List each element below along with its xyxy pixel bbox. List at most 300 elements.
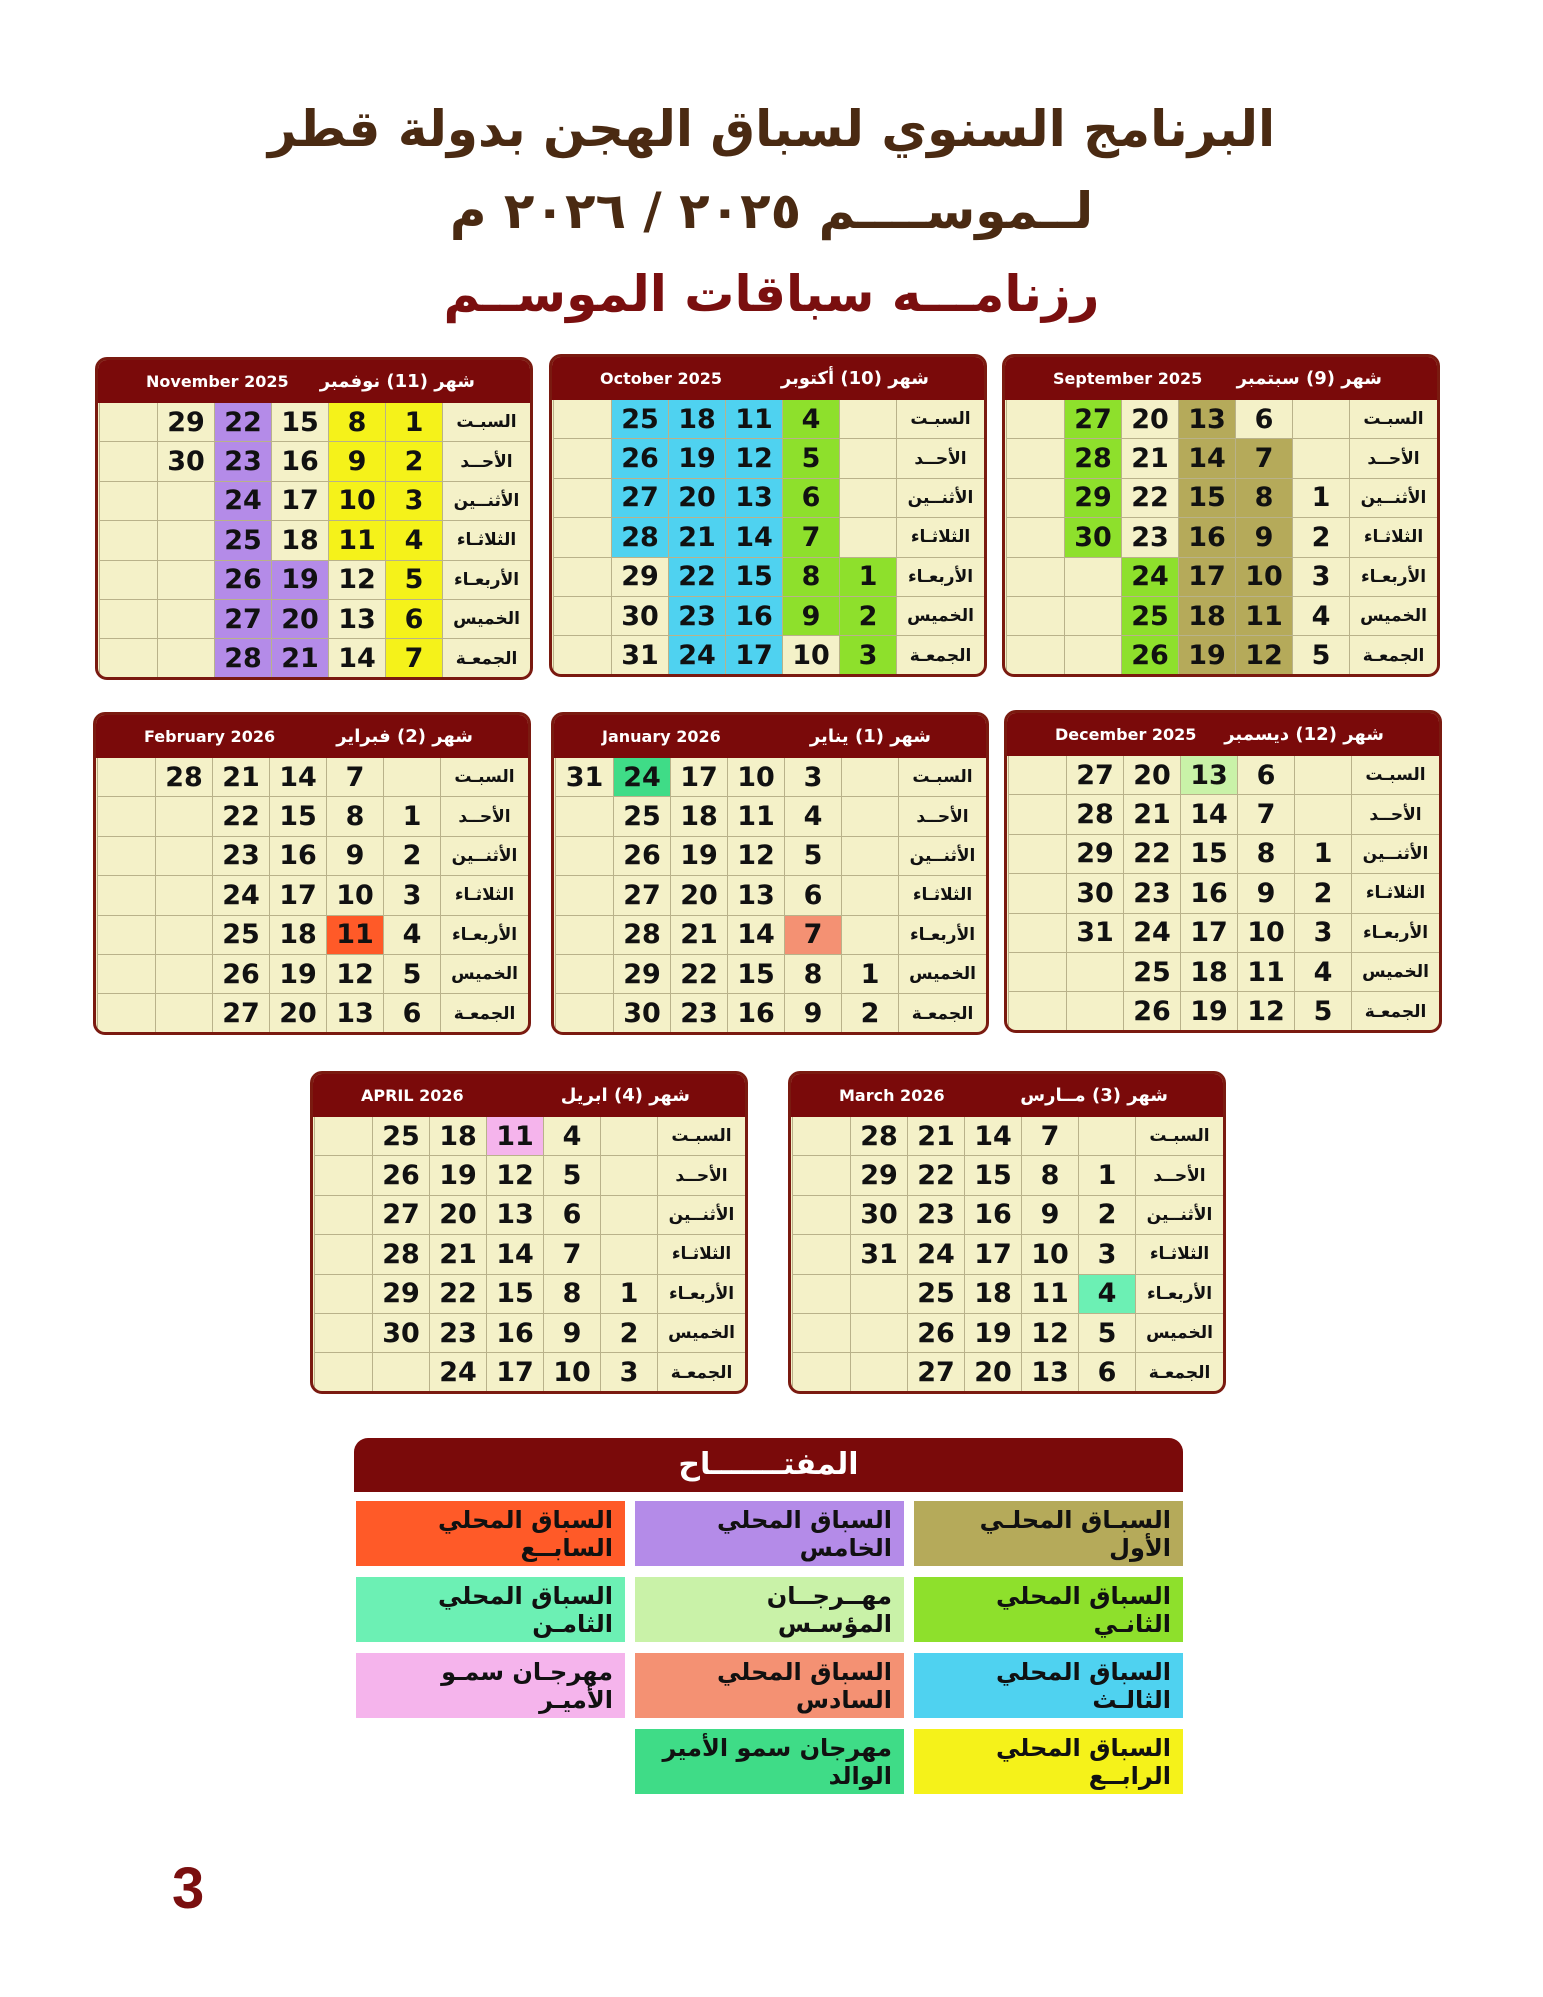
date-cell: 23 <box>907 1196 964 1235</box>
date-cell <box>314 1156 372 1195</box>
date-cell: 12 <box>1235 636 1292 675</box>
month-name-english: December 2025 <box>1055 725 1197 744</box>
date-cell: 23 <box>1121 518 1178 557</box>
date-cell <box>600 1235 657 1274</box>
date-cell <box>155 797 212 836</box>
date-cell: 12 <box>486 1156 543 1195</box>
date-cell: 11 <box>1235 597 1292 636</box>
legend-item: السباق المحلي السادس <box>635 1653 904 1718</box>
date-cell: 21 <box>907 1117 964 1156</box>
date-cell <box>600 1156 657 1195</box>
date-cell: 17 <box>725 636 782 675</box>
legend-item: السباق المحلي الثامـن <box>356 1577 625 1642</box>
date-cell: 15 <box>486 1275 543 1314</box>
date-cell <box>839 400 896 439</box>
date-cell: 16 <box>725 597 782 636</box>
date-cell: 16 <box>271 442 328 481</box>
date-cell: 15 <box>271 403 328 442</box>
date-cell: 9 <box>326 837 383 876</box>
date-cell: 13 <box>727 876 784 915</box>
date-cell: 11 <box>328 521 385 560</box>
month-name-english: September 2025 <box>1053 369 1203 388</box>
date-cell <box>97 955 155 994</box>
date-cell: 28 <box>1064 439 1121 478</box>
date-cell: 6 <box>782 479 839 518</box>
date-cell <box>155 916 212 955</box>
date-cell <box>157 561 214 600</box>
calendar-grid <box>313 1117 745 1393</box>
date-cell: 8 <box>784 955 841 994</box>
date-cell: 2 <box>1294 874 1351 913</box>
date-cell: 23 <box>214 442 271 481</box>
date-cell <box>792 1314 850 1353</box>
date-cell: 15 <box>1180 835 1237 874</box>
date-cell: 10 <box>1021 1235 1078 1274</box>
date-cell: 15 <box>727 955 784 994</box>
date-cell: 3 <box>383 876 440 915</box>
date-cell: 10 <box>1235 558 1292 597</box>
date-cell: 8 <box>782 558 839 597</box>
month-name-english: October 2025 <box>600 369 723 388</box>
date-cell <box>553 636 611 675</box>
legend-grid <box>354 1501 1183 1794</box>
date-cell <box>841 797 898 836</box>
date-cell <box>314 1275 372 1314</box>
date-cell: 18 <box>429 1117 486 1156</box>
date-cell: 4 <box>1292 597 1349 636</box>
weekday-label: الأثنــين <box>1135 1196 1223 1235</box>
weekday-label: الثلاثـاء <box>1135 1235 1223 1274</box>
date-cell: 7 <box>784 916 841 955</box>
date-cell: 21 <box>212 758 269 797</box>
weekday-label: الأثنــين <box>440 837 528 876</box>
weekday-label: الأحــد <box>898 797 986 836</box>
date-cell: 1 <box>600 1275 657 1314</box>
date-cell: 23 <box>668 597 725 636</box>
weekday-label: الجمعـة <box>1135 1353 1223 1392</box>
date-cell <box>792 1117 850 1156</box>
date-cell <box>1064 636 1121 675</box>
weekday-label: السبـت <box>657 1117 745 1156</box>
date-cell: 12 <box>727 837 784 876</box>
date-cell: 26 <box>613 837 670 876</box>
date-cell: 26 <box>1121 636 1178 675</box>
date-cell <box>1006 636 1064 675</box>
date-cell: 29 <box>157 403 214 442</box>
legend-item: السبـاق المحلـي الأول <box>914 1501 1183 1566</box>
legend-item: مهرجان سمو الأمير الوالد <box>635 1729 904 1794</box>
date-cell: 1 <box>383 797 440 836</box>
date-cell <box>99 482 157 521</box>
date-cell: 28 <box>611 518 668 557</box>
weekday-label: الجمعـة <box>1349 636 1437 675</box>
date-cell <box>314 1196 372 1235</box>
date-cell: 6 <box>543 1196 600 1235</box>
date-cell <box>155 837 212 876</box>
date-cell: 29 <box>850 1156 907 1195</box>
calendar-february-2026 <box>93 712 531 1035</box>
date-cell: 19 <box>668 439 725 478</box>
date-cell: 7 <box>1235 439 1292 478</box>
weekday-label: الأحــد <box>657 1156 745 1195</box>
date-cell: 14 <box>269 758 326 797</box>
date-cell: 22 <box>429 1275 486 1314</box>
date-cell: 22 <box>907 1156 964 1195</box>
date-cell: 28 <box>613 916 670 955</box>
date-cell: 6 <box>1237 756 1294 795</box>
date-cell: 8 <box>1235 479 1292 518</box>
date-cell: 18 <box>271 521 328 560</box>
weekday-label: الأثنــين <box>1351 835 1439 874</box>
date-cell: 14 <box>1180 795 1237 834</box>
calendar-january-2026 <box>551 712 989 1035</box>
date-cell: 3 <box>1078 1235 1135 1274</box>
date-cell: 30 <box>611 597 668 636</box>
weekday-label: الجمعـة <box>898 994 986 1033</box>
date-cell: 30 <box>372 1314 429 1353</box>
weekday-label: الثلاثـاء <box>1351 874 1439 913</box>
date-cell: 10 <box>1237 914 1294 953</box>
date-cell: 20 <box>271 600 328 639</box>
calendar-september-2025 <box>1002 354 1440 677</box>
date-cell: 5 <box>1078 1314 1135 1353</box>
date-cell <box>1064 558 1121 597</box>
date-cell <box>314 1235 372 1274</box>
date-cell: 8 <box>326 797 383 836</box>
month-name-arabic: شهر (9) سبتمبر <box>1236 368 1382 389</box>
date-cell <box>1008 953 1066 992</box>
weekday-label: الخميس <box>1351 953 1439 992</box>
date-cell: 13 <box>1178 400 1235 439</box>
month-name-english: APRIL 2026 <box>361 1086 464 1105</box>
date-cell: 29 <box>611 558 668 597</box>
date-cell <box>553 439 611 478</box>
date-cell: 20 <box>429 1196 486 1235</box>
legend-item: السباق المحلي السابــع <box>356 1501 625 1566</box>
date-cell: 30 <box>1066 874 1123 913</box>
date-cell: 29 <box>1064 479 1121 518</box>
date-cell <box>97 916 155 955</box>
date-cell: 20 <box>1121 400 1178 439</box>
date-cell: 13 <box>328 600 385 639</box>
date-cell <box>157 639 214 678</box>
date-cell: 6 <box>1235 400 1292 439</box>
date-cell: 10 <box>727 758 784 797</box>
date-cell <box>792 1196 850 1235</box>
weekday-label: الأربعـاء <box>657 1275 745 1314</box>
weekday-label: الجمعـة <box>442 639 530 678</box>
date-cell: 28 <box>214 639 271 678</box>
weekday-label: الجمعـة <box>440 994 528 1033</box>
date-cell: 4 <box>543 1117 600 1156</box>
date-cell: 8 <box>328 403 385 442</box>
date-cell: 28 <box>850 1117 907 1156</box>
date-cell: 31 <box>850 1235 907 1274</box>
date-cell: 22 <box>212 797 269 836</box>
weekday-label: السبـت <box>1351 756 1439 795</box>
date-cell <box>99 403 157 442</box>
date-cell: 10 <box>782 636 839 675</box>
weekday-label: الأثنــين <box>1349 479 1437 518</box>
date-cell: 13 <box>326 994 383 1033</box>
legend-item: مهرجـان سمـو الأميـر <box>356 1653 625 1718</box>
date-cell: 27 <box>1066 756 1123 795</box>
date-cell: 24 <box>1121 558 1178 597</box>
weekday-label: الثلاثـاء <box>442 521 530 560</box>
date-cell: 24 <box>1123 914 1180 953</box>
date-cell: 22 <box>668 558 725 597</box>
weekday-label: الأثنــين <box>657 1196 745 1235</box>
date-cell <box>1294 795 1351 834</box>
date-cell: 24 <box>212 876 269 915</box>
date-cell <box>555 994 613 1033</box>
date-cell: 1 <box>1078 1156 1135 1195</box>
date-cell: 30 <box>613 994 670 1033</box>
date-cell: 26 <box>1123 992 1180 1031</box>
date-cell <box>792 1275 850 1314</box>
month-name-arabic: شهر (12) ديسمبر <box>1224 724 1384 745</box>
date-cell <box>841 758 898 797</box>
weekday-label: الخميس <box>657 1314 745 1353</box>
date-cell: 20 <box>269 994 326 1033</box>
date-cell: 14 <box>328 639 385 678</box>
date-cell <box>841 916 898 955</box>
date-cell: 28 <box>1066 795 1123 834</box>
date-cell: 27 <box>214 600 271 639</box>
weekday-label: الثلاثـاء <box>896 518 984 557</box>
date-cell: 10 <box>326 876 383 915</box>
date-cell <box>850 1353 907 1392</box>
date-cell: 11 <box>725 400 782 439</box>
weekday-label: الخميس <box>1349 597 1437 636</box>
date-cell: 16 <box>486 1314 543 1353</box>
date-cell: 23 <box>670 994 727 1033</box>
date-cell <box>555 797 613 836</box>
date-cell: 4 <box>784 797 841 836</box>
date-cell: 22 <box>214 403 271 442</box>
date-cell: 19 <box>269 955 326 994</box>
date-cell: 21 <box>668 518 725 557</box>
weekday-label: الجمعـة <box>657 1353 745 1392</box>
date-cell: 20 <box>670 876 727 915</box>
weekday-label: السبـت <box>440 758 528 797</box>
date-cell: 18 <box>269 916 326 955</box>
date-cell: 13 <box>725 479 782 518</box>
weekday-label: السبـت <box>1349 400 1437 439</box>
weekday-label: الأحــد <box>896 439 984 478</box>
date-cell: 3 <box>784 758 841 797</box>
date-cell <box>600 1117 657 1156</box>
weekday-label: الأربعـاء <box>896 558 984 597</box>
date-cell: 29 <box>613 955 670 994</box>
date-cell: 5 <box>1292 636 1349 675</box>
date-cell: 26 <box>907 1314 964 1353</box>
date-cell <box>1008 914 1066 953</box>
date-cell: 3 <box>839 636 896 675</box>
date-cell: 25 <box>907 1275 964 1314</box>
weekday-label: السبـت <box>898 758 986 797</box>
date-cell <box>155 955 212 994</box>
calendar-heading: رزنامـــه سباقات الموســم <box>443 265 1100 323</box>
date-cell: 20 <box>964 1353 1021 1392</box>
date-cell: 19 <box>670 837 727 876</box>
date-cell: 4 <box>1294 953 1351 992</box>
legend-item: السباق المحلي الخامس <box>635 1501 904 1566</box>
date-cell: 18 <box>668 400 725 439</box>
date-cell: 12 <box>1237 992 1294 1031</box>
date-cell: 16 <box>964 1196 1021 1235</box>
date-cell: 27 <box>372 1196 429 1235</box>
season-subtitle: لــموســــم ٢٠٢٥ / ٢٠٢٦ م <box>449 182 1094 240</box>
calendar-april-2026 <box>310 1071 748 1394</box>
date-cell: 23 <box>1123 874 1180 913</box>
date-cell: 24 <box>214 482 271 521</box>
date-cell: 14 <box>964 1117 1021 1156</box>
date-cell: 17 <box>670 758 727 797</box>
date-cell: 19 <box>271 561 328 600</box>
date-cell <box>792 1235 850 1274</box>
date-cell: 17 <box>269 876 326 915</box>
date-cell <box>97 758 155 797</box>
weekday-label: الأربعـاء <box>1349 558 1437 597</box>
date-cell: 25 <box>214 521 271 560</box>
page-number: 3 <box>172 1856 205 1921</box>
date-cell <box>1066 992 1123 1031</box>
date-cell: 2 <box>1078 1196 1135 1235</box>
date-cell: 2 <box>385 442 442 481</box>
date-cell: 1 <box>841 955 898 994</box>
weekday-label: الثلاثـاء <box>440 876 528 915</box>
date-cell <box>1078 1117 1135 1156</box>
date-cell: 21 <box>1123 795 1180 834</box>
date-cell: 5 <box>385 561 442 600</box>
weekday-label: الأثنــين <box>898 837 986 876</box>
weekday-label: الخميس <box>442 600 530 639</box>
date-cell: 6 <box>1078 1353 1135 1392</box>
calendar-header <box>313 1074 745 1117</box>
date-cell: 16 <box>727 994 784 1033</box>
date-cell: 4 <box>782 400 839 439</box>
date-cell: 27 <box>1064 400 1121 439</box>
date-cell: 31 <box>1066 914 1123 953</box>
date-cell <box>555 916 613 955</box>
date-cell: 7 <box>1021 1117 1078 1156</box>
date-cell: 27 <box>611 479 668 518</box>
date-cell: 16 <box>269 837 326 876</box>
date-cell: 13 <box>486 1196 543 1235</box>
weekday-label: الأربعـاء <box>1351 914 1439 953</box>
date-cell: 25 <box>613 797 670 836</box>
date-cell: 9 <box>543 1314 600 1353</box>
date-cell: 7 <box>543 1235 600 1274</box>
weekday-label: الأثنــين <box>442 482 530 521</box>
date-cell: 2 <box>841 994 898 1033</box>
date-cell: 26 <box>212 955 269 994</box>
date-cell: 5 <box>784 837 841 876</box>
weekday-label: الأربعـاء <box>440 916 528 955</box>
date-cell: 30 <box>1064 518 1121 557</box>
month-name-arabic: شهر (1) يناير <box>809 726 931 747</box>
calendar-header <box>554 715 986 758</box>
date-cell: 24 <box>668 636 725 675</box>
date-cell: 10 <box>543 1353 600 1392</box>
date-cell: 3 <box>385 482 442 521</box>
date-cell: 19 <box>1180 992 1237 1031</box>
month-name-english: January 2026 <box>602 727 721 746</box>
date-cell: 29 <box>372 1275 429 1314</box>
date-cell <box>99 442 157 481</box>
date-cell <box>850 1314 907 1353</box>
date-cell: 6 <box>385 600 442 639</box>
date-cell: 17 <box>1180 914 1237 953</box>
date-cell: 27 <box>907 1353 964 1392</box>
weekday-label: الأحــد <box>1351 795 1439 834</box>
date-cell: 22 <box>1123 835 1180 874</box>
calendar-march-2026 <box>788 1071 1226 1394</box>
month-name-arabic: شهر (3) مــارس <box>1020 1085 1168 1106</box>
date-cell: 23 <box>429 1314 486 1353</box>
date-cell: 7 <box>385 639 442 678</box>
date-cell: 21 <box>271 639 328 678</box>
date-cell <box>97 797 155 836</box>
date-cell: 11 <box>727 797 784 836</box>
month-name-arabic: شهر (2) فبراير <box>336 726 473 747</box>
date-cell: 5 <box>543 1156 600 1195</box>
date-cell <box>553 518 611 557</box>
weekday-label: الخميس <box>1135 1314 1223 1353</box>
date-cell: 3 <box>1294 914 1351 953</box>
date-cell <box>841 837 898 876</box>
date-cell: 21 <box>429 1235 486 1274</box>
date-cell: 1 <box>839 558 896 597</box>
weekday-label: السبـت <box>1135 1117 1223 1156</box>
date-cell: 15 <box>725 558 782 597</box>
date-cell <box>792 1156 850 1195</box>
date-cell <box>99 639 157 678</box>
date-cell <box>383 758 440 797</box>
date-cell <box>1292 400 1349 439</box>
calendar-header <box>98 360 530 403</box>
date-cell <box>99 521 157 560</box>
date-cell: 15 <box>964 1156 1021 1195</box>
legend-item: السباق المحلي الثانـي <box>914 1577 1183 1642</box>
date-cell: 26 <box>372 1156 429 1195</box>
date-cell <box>1292 439 1349 478</box>
calendar-grid <box>96 758 528 1034</box>
date-cell: 14 <box>1178 439 1235 478</box>
date-cell <box>99 600 157 639</box>
date-cell: 1 <box>385 403 442 442</box>
date-cell: 12 <box>326 955 383 994</box>
weekday-label: الخميس <box>896 597 984 636</box>
date-cell <box>553 597 611 636</box>
weekday-label: الخميس <box>898 955 986 994</box>
calendar-header <box>791 1074 1223 1117</box>
date-cell: 20 <box>1123 756 1180 795</box>
date-cell <box>314 1117 372 1156</box>
date-cell <box>155 876 212 915</box>
date-cell <box>97 837 155 876</box>
month-name-english: February 2026 <box>144 727 276 746</box>
date-cell <box>1066 953 1123 992</box>
weekday-label: الأربعـاء <box>898 916 986 955</box>
weekday-label: السبـت <box>896 400 984 439</box>
date-cell: 17 <box>1178 558 1235 597</box>
date-cell <box>1008 992 1066 1031</box>
date-cell: 5 <box>782 439 839 478</box>
date-cell: 29 <box>1066 835 1123 874</box>
date-cell: 21 <box>670 916 727 955</box>
